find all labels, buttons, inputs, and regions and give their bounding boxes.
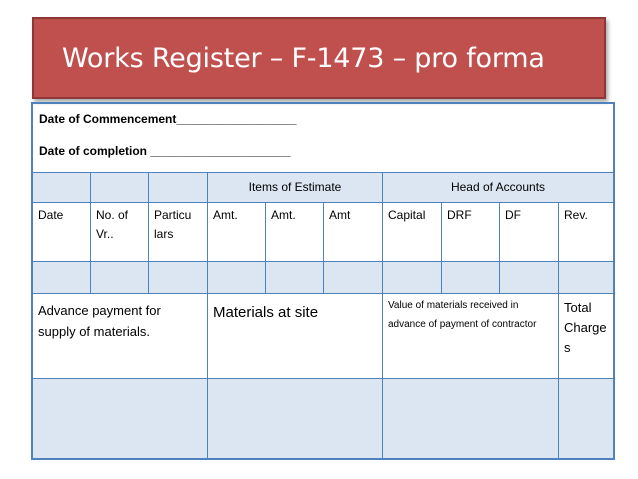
- entry-cell: [32, 378, 208, 459]
- col-amt-1: Amt.: [207, 202, 266, 262]
- data-cell: [382, 261, 442, 294]
- col-rev: Rev.: [558, 202, 614, 262]
- entry-cell: [207, 378, 383, 459]
- col-no-of-vr: No. of Vr..: [90, 202, 149, 262]
- col-amt-2: Amt.: [265, 202, 324, 262]
- blank-cell: [90, 172, 149, 203]
- col-date: Date: [32, 202, 91, 262]
- commencement-line: Date of Commencement__________________: [39, 112, 297, 126]
- materials-at-site-label: Materials at site: [207, 293, 383, 379]
- col-particulars: Particu lars: [148, 202, 208, 262]
- title-banner: [32, 17, 606, 99]
- items-of-estimate-header: Items of Estimate: [207, 172, 383, 203]
- slide-title: Works Register – F-1473 – pro forma: [62, 43, 545, 74]
- entry-cell: [382, 378, 559, 459]
- data-cell: [207, 261, 266, 294]
- advance-payment-label: Advance payment for supply of materials.: [32, 293, 208, 379]
- data-cell: [90, 261, 149, 294]
- col-capital: Capital: [382, 202, 442, 262]
- head-of-accounts-header: Head of Accounts: [382, 172, 614, 203]
- data-cell: [441, 261, 500, 294]
- header-block: [32, 103, 614, 173]
- col-drf: DRF: [441, 202, 500, 262]
- col-df: DF: [499, 202, 559, 262]
- data-cell: [148, 261, 208, 294]
- blank-cell: [32, 172, 91, 203]
- data-cell: [558, 261, 614, 294]
- data-cell: [32, 261, 91, 294]
- works-register-form: [31, 102, 615, 460]
- data-cell: [499, 261, 559, 294]
- blank-cell: [148, 172, 208, 203]
- data-cell: [265, 261, 324, 294]
- value-received-label: Value of materials received in advance of payment of contractor: [382, 293, 559, 379]
- data-cell: [323, 261, 383, 294]
- completion-line: Date of completion _____________________: [39, 144, 291, 158]
- col-amt-3: Amt: [323, 202, 383, 262]
- total-charges-label: Total Charge s: [558, 293, 614, 379]
- entry-cell: [558, 378, 614, 459]
